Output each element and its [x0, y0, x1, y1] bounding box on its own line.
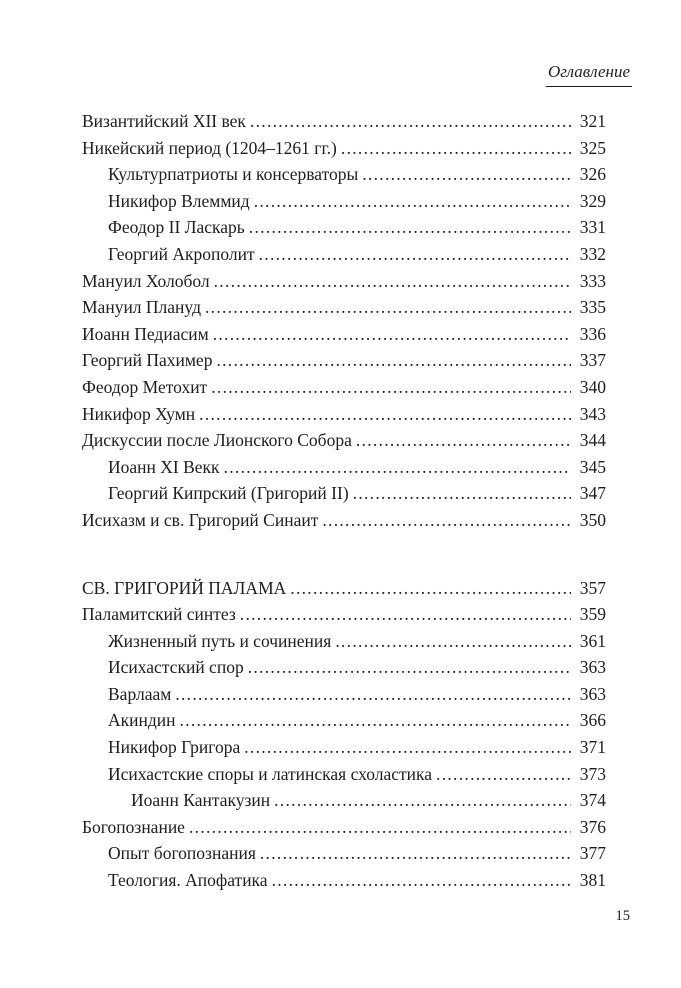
toc-entry-page: 363: [579, 657, 606, 678]
dot-leader: [436, 761, 571, 788]
toc-entry: [82, 161, 606, 188]
toc-entry-title: Никейский период (1204–1261 гг.): [82, 137, 337, 158]
toc-entry-page: 377: [579, 843, 606, 864]
toc-entry-page: 350: [579, 509, 606, 530]
dot-leader: [353, 480, 571, 507]
dot-leader: [322, 507, 571, 534]
running-header: [546, 62, 632, 87]
dot-leader: [290, 575, 571, 602]
toc-entry-title: Иоанн Кантакузин: [131, 790, 271, 811]
toc-entry-page: 373: [579, 763, 606, 784]
toc-entry: [82, 480, 606, 507]
toc-entry-title: Акиндин: [108, 710, 176, 731]
toc-entry-title: СВ. ГРИГОРИЙ ПАЛАМА: [82, 577, 287, 598]
toc-entry-title: Мануил Холобол: [82, 270, 210, 291]
toc-entry-page: 376: [579, 816, 606, 837]
toc-entry-page: 363: [579, 683, 606, 704]
toc-entry-page: 344: [579, 430, 606, 451]
toc-entry-page: 336: [579, 323, 606, 344]
dot-leader: [224, 454, 571, 481]
toc-entry-page: 326: [579, 164, 606, 185]
dot-leader: [272, 867, 571, 894]
toc-entry-title: Феодор Метохит: [82, 376, 208, 397]
dot-leader: [214, 268, 571, 295]
toc-entry: [82, 135, 606, 162]
toc-entry: [82, 654, 606, 681]
toc-entry-title: Варлаам: [108, 683, 172, 704]
toc-entry-page: 374: [579, 790, 606, 811]
dot-leader: [199, 401, 571, 428]
dot-leader: [335, 628, 571, 655]
toc-entry-title: Исихазм и св. Григорий Синаит: [82, 509, 319, 530]
toc-entry: [82, 814, 606, 841]
dot-leader: [274, 787, 571, 814]
toc-entry: [82, 681, 606, 708]
toc-entry-title: Феодор II Ласкарь: [108, 217, 245, 238]
toc-entry-page: 345: [579, 456, 606, 477]
dot-leader: [341, 135, 571, 162]
dot-leader: [356, 427, 571, 454]
toc-entry-page: 331: [579, 217, 606, 238]
toc-entry-page: 340: [579, 376, 606, 397]
dot-leader: [189, 814, 571, 841]
toc-entry: [82, 347, 606, 374]
dot-leader: [260, 840, 571, 867]
toc-entry-page: 332: [579, 243, 606, 264]
toc-entry-title: Исихастские споры и латинская схоластика: [108, 763, 433, 784]
toc-entry-title: Георгий Пахимер: [82, 350, 213, 371]
toc-entry: [82, 374, 606, 401]
toc-entry-page: 381: [579, 870, 606, 891]
toc-entry-page: 357: [579, 577, 606, 598]
dot-leader: [244, 734, 571, 761]
toc-entry: [82, 214, 606, 241]
dot-leader: [248, 654, 571, 681]
toc-entry: [82, 601, 606, 628]
toc-entry: [82, 427, 606, 454]
dot-leader: [213, 321, 571, 348]
dot-leader: [254, 188, 571, 215]
toc-entry-title: Византийский XII век: [82, 111, 246, 131]
toc-entry-page: 321: [579, 111, 606, 131]
toc-entry: [82, 787, 606, 814]
dot-leader: [175, 681, 571, 708]
toc-entry: [82, 707, 606, 734]
toc-entry-title: Георгий Акрополит: [108, 243, 255, 264]
toc-entry: [82, 628, 606, 655]
toc-entry-title: Жизненный путь и сочинения: [108, 630, 332, 651]
toc-entry: [82, 241, 606, 268]
toc-entry: [82, 401, 606, 428]
toc-entry: [82, 321, 606, 348]
toc-entry: [82, 507, 606, 534]
dot-leader: [362, 161, 571, 188]
toc-entry-page: 371: [579, 737, 606, 758]
toc-entry-page: 366: [579, 710, 606, 731]
toc-entry-page: 361: [579, 630, 606, 651]
toc-entry-page: 335: [579, 297, 606, 318]
toc-entry-title: Культурпатриоты и консерваторы: [108, 164, 359, 185]
toc-entry: [82, 188, 606, 215]
toc-entry-title: Теология. Апофатика: [108, 870, 268, 891]
dot-leader: [205, 294, 571, 321]
toc-entry-page: 347: [579, 483, 606, 504]
dot-leader: [211, 374, 571, 401]
toc-entry-page: 333: [579, 270, 606, 291]
toc-entry-title: Опыт богопознания: [108, 843, 256, 864]
toc-entry: [82, 734, 606, 761]
dot-leader: [216, 347, 571, 374]
running-header-text: Оглавление: [547, 62, 630, 81]
toc-list: [82, 108, 606, 894]
toc-entry-title: Исихастский спор: [108, 657, 244, 678]
toc-entry: [82, 294, 606, 321]
toc-entry: [82, 454, 606, 481]
dot-leader: [180, 707, 571, 734]
toc-entry-title: Никифор Влеммид: [108, 190, 250, 211]
toc-entry: [82, 867, 606, 894]
toc-entry: [82, 840, 606, 867]
toc-entry-title: Георгий Кипрский (Григорий II): [108, 483, 349, 504]
toc-entry-title: Иоанн XI Векк: [108, 456, 220, 477]
toc-entry: [82, 268, 606, 295]
toc-entry-title: Паламитский синтез: [82, 604, 236, 625]
toc-entry-title: Богопознание: [82, 816, 185, 837]
toc-entry-page: 359: [579, 604, 606, 625]
page-number-footer: 15: [615, 908, 630, 924]
toc-entry-title: Мануил Плануд: [82, 297, 201, 318]
toc-entry-title: Иоанн Педиасим: [82, 323, 209, 344]
toc-entry: [82, 575, 606, 602]
toc-entry-page: 337: [579, 350, 606, 371]
dot-leader: [249, 214, 571, 241]
toc-entry-page: 343: [579, 403, 606, 424]
toc-entry: [82, 108, 606, 135]
toc-entry-page: 325: [579, 137, 606, 158]
toc-entry: [82, 761, 606, 788]
toc-entry-title: Никифор Хумн: [82, 403, 196, 424]
toc-entry-title: Никифор Григора: [108, 737, 241, 758]
dot-leader: [240, 601, 571, 628]
toc-entry-title: Дискуссии после Лионского Собора: [82, 430, 352, 451]
toc-entry-page: 329: [579, 190, 606, 211]
dot-leader: [259, 241, 571, 268]
dot-leader: [250, 108, 571, 135]
